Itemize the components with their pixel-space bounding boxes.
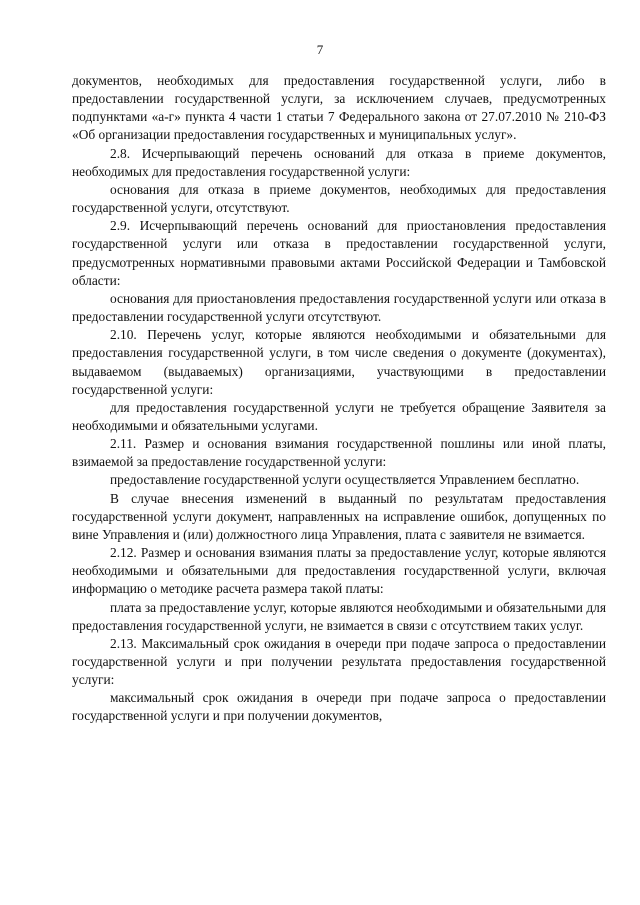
- paragraph-2-13: 2.13. Максимальный срок ожидания в очереди при подаче запроса о предоставлении государственной услуги и при получении результата предоставления государственной услуги:: [72, 635, 606, 688]
- paragraph-2-8-text: основания для отказа в приеме документов, необходимых для предоставления государственной услуги, отсутствуют.: [72, 181, 606, 216]
- paragraph-2-8: 2.8. Исчерпывающий перечень оснований для отказа в приеме документов, необходимых для предоставления государственной услуги:: [72, 145, 606, 179]
- paragraph-2-11-text: предоставление государственной услуги осуществляется Управлением бесплатно.: [110, 472, 580, 488]
- document-body: [72, 72, 606, 726]
- paragraph-2-13-text: максимальный срок ожидания в очереди при подаче запроса о предоставлении государственной услуги и при получении документов,: [72, 690, 606, 724]
- paragraph-2-10-text: для предоставления государственной услуги не требуется обращение Заявителя за необходимыми и обязательными услугами.: [72, 399, 606, 433]
- paragraph-2-12-text: плата за предоставление услуг, которые являются необходимыми и обязательными для предоставления государственной услуги, не взимается в связи с отсутствием таких услуг.: [72, 599, 606, 633]
- paragraph-2-9: 2.9. Исчерпывающий перечень оснований для приостановления предоставления государственной услуги или отказа в предоставлении государственной услуги, предусмотренных нормативными правовыми актами Российской Федерации и Тамбовской области:: [72, 218, 606, 288]
- paragraph-continuation: документов, необходимых для предоставления государственной услуги, либо в предоставлении государственной услуги, за исключением случаев, предусмотренных подпунктами «а-г» пункта 4 части 1 статьи 7 Федерального закона от 27.07.2010 № 210-ФЗ «Об организации предоставления государственных и муниципальных услуг».: [72, 73, 606, 143]
- paragraph-2-12: 2.12. Размер и основания взимания платы за предоставление услуг, которые являются необходимыми и обязательными для предоставления государственной услуги, включая информацию о методике расчета размера такой платы:: [72, 545, 606, 597]
- paragraph-2-10: 2.10. Перечень услуг, которые являются необходимыми и обязательными для предоставления государственной услуги, в том числе сведения о документе (документах), выдаваемом (выдаваемых) организациями, участвующими в предоставлении государственной услуги:: [72, 327, 606, 397]
- paragraph-2-11: 2.11. Размер и основания взимания государственной пошлины или иной платы, взимаемой за предоставление государственной услуги:: [72, 436, 606, 470]
- page-number: 7: [316, 42, 324, 57]
- paragraph-2-11-note: В случае внесения изменений в выданный по результатам предоставления государственной услуги документ, направленных на исправление ошибок, допущенных по вине Управления и (или) должностного лица Управления, плата с заявителя не взимается.: [72, 490, 606, 542]
- paragraph-2-9-text: основания для приостановления предоставления государственной услуги или отказа в предоставлении государственной услуги отсутствуют.: [72, 290, 606, 325]
